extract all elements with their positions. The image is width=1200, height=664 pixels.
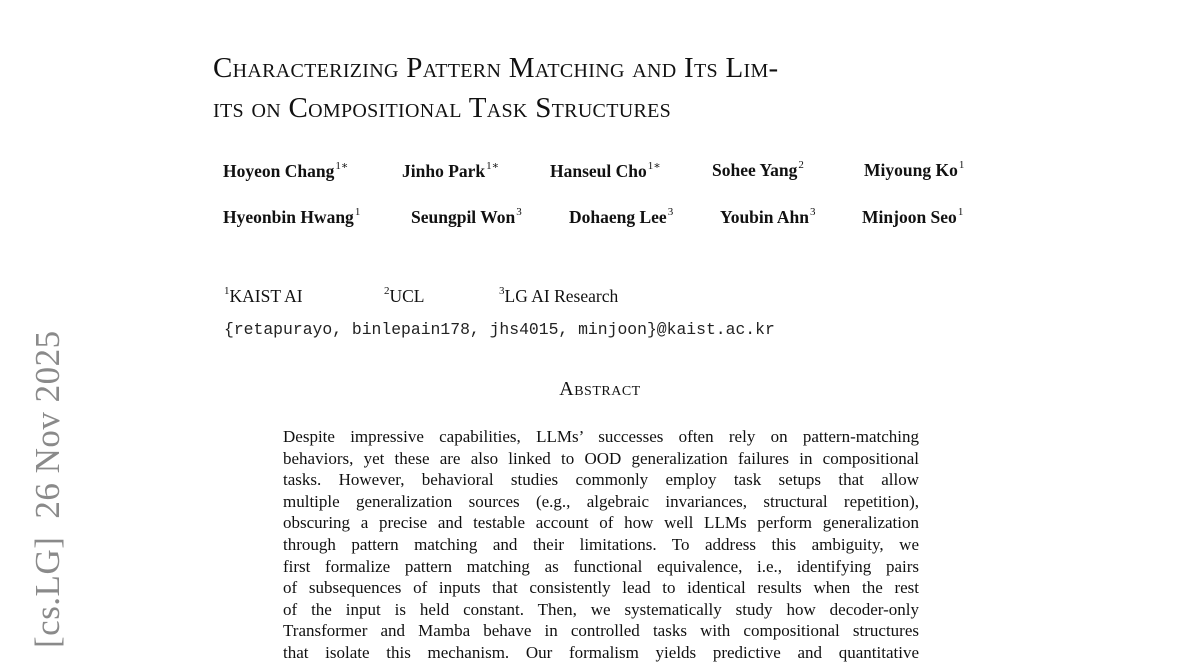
- abstract-line: of the input is held constant. Then, we systematically study how decoder-only: [283, 599, 919, 619]
- title-line-2: its on Compositional Task Structures: [213, 92, 672, 124]
- abstract-line: of subsequences of inputs that consistently lead to identical results when the rest: [283, 578, 919, 598]
- author: Hyeonbin Hwang$^1$: [223, 206, 361, 227]
- abstract-line: Transformer and Mamba behave in controlled tasks with compositional structures: [283, 621, 919, 641]
- author: Youbin Ahn$^3$: [720, 206, 816, 227]
- author: Sohee Yang$^2$: [712, 159, 804, 180]
- abstract-line: first formalize pattern matching as functional equivalence, i.e., identifying pairs: [283, 556, 919, 576]
- author: Hanseul Cho$^{1∗}$: [550, 160, 661, 181]
- abstract-line: Despite impressive capabilities, LLMs’ successes often rely on pattern-matching: [283, 427, 919, 446]
- abstract-line: obscuring a precise and testable account of how well LLMs perform generalization: [283, 513, 919, 533]
- author: Seungpil Won$^3$: [411, 206, 522, 227]
- abstract-line: that isolate this mechanism. Our formalism yields predictive and quantitative: [283, 642, 919, 662]
- abstract-line: behaviors, yet these are also linked to OOD generalization failures in compositional: [283, 448, 919, 468]
- abstract-heading: Abstract: [559, 378, 641, 400]
- affiliation: $^1$KAIST AI: [224, 285, 303, 306]
- title-line-1: Characterizing Pattern Matching and Its Lim-: [213, 52, 779, 84]
- author: Minjoon Seo$^1$: [862, 206, 964, 227]
- arxiv-category: [cs.LG]: [28, 536, 67, 648]
- author: Miyoung Ko$^1$: [864, 159, 965, 180]
- paper-title: [213, 48, 1033, 128]
- abstract-line: through pattern matching and their limitations. To address this ambiguity, we: [283, 534, 919, 554]
- author: Hoyeon Chang$^{1∗}$: [223, 160, 349, 181]
- author-emails: {retapurayo, binlepain178, jhs4015, minjoon}@kaist.ac.kr: [224, 320, 775, 339]
- abstract-body: [283, 426, 919, 664]
- abstract-line: multiple generalization sources (e.g., algebraic invariances, structural repetition),: [283, 491, 919, 511]
- arxiv-date: 26 Nov 2025: [28, 330, 67, 519]
- affiliation: $^3$LG AI Research: [499, 285, 619, 306]
- author: Jinho Park$^{1∗}$: [402, 160, 500, 181]
- affiliation: $^2$UCL: [384, 285, 425, 306]
- author: Dohaeng Lee$^3$: [569, 206, 674, 227]
- abstract-line: tasks. However, behavioral studies commonly employ task setups that allow: [283, 470, 919, 490]
